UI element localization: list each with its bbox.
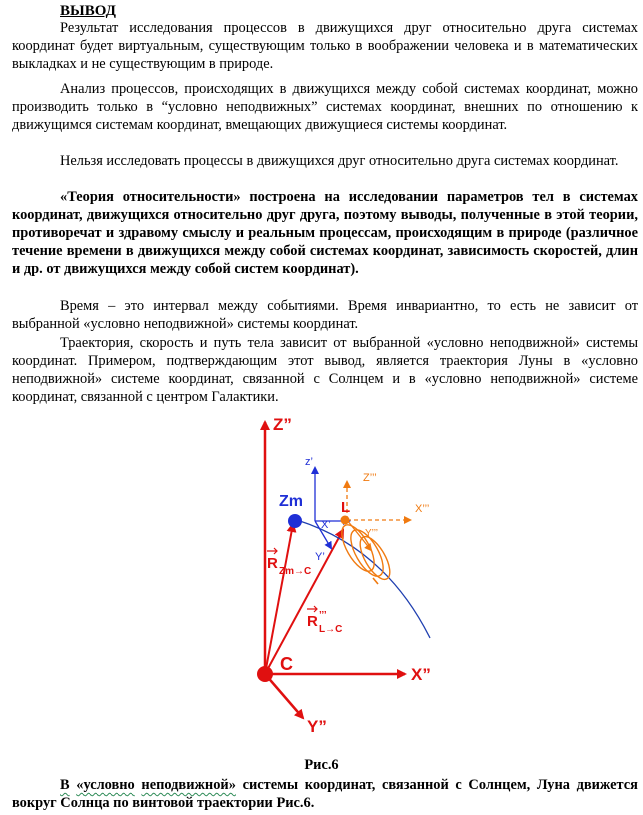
final-word-3: неподвижной»: [141, 777, 236, 793]
svg-text:’’’: ’’’: [319, 610, 327, 621]
label-l: L: [341, 499, 351, 516]
axis-y2: [265, 674, 303, 718]
label-y1: Y’: [315, 551, 325, 563]
label-z1: z’: [305, 456, 313, 468]
paragraph-6: Траектория, скорость и путь тела зависит от выбранной «условно неподвижной» системы координат. Примером, подтверждающим этот вывод, является траектория Луны в «условно неподвижной» системе координат, связанной с Солнцем и в «условно неподвижной» системе координат, связанной с центром Галактики.: [12, 335, 638, 405]
paragraph-4-bold: «Теория относительности» построена на исследовании параметров тел в системах координат, движущихся относительно друг друга, поэтому выводы, полученные в этой теории, противоречат и здравому смыслу и реальным процессам, происходящим в природе (различное течение времени в движущихся между собой системах координат, зависимость скоростей, длин и др. от движущихся между собой систем координат).: [12, 189, 638, 277]
label-y3: Y’’’: [365, 528, 378, 539]
svg-text:R: R: [267, 555, 278, 572]
svg-text:R: R: [307, 613, 318, 630]
origin-c-dot: [257, 666, 273, 682]
coordinate-figure: [235, 408, 445, 753]
l-dot: [341, 516, 350, 525]
paragraph-3: Нельзя исследовать процессы в движущихся друг относительно друга системах координат.: [60, 153, 619, 169]
svg-text:Zm→C: Zm→C: [279, 566, 312, 577]
label-r-zm-c: [267, 548, 311, 577]
label-zm: Zm: [279, 493, 303, 510]
label-x1: X’: [321, 519, 331, 531]
paragraph-final: [12, 776, 638, 812]
section-title: ВЫВОД: [60, 3, 116, 19]
figure-caption: Рис.6: [304, 757, 339, 773]
final-word-1: В: [60, 777, 70, 793]
svg-text:L→C: L→C: [319, 624, 343, 635]
final-rest: системы координат, связанной с Солнцем, Луна движется вокруг Солнца по винтовой траектории Рис.6.: [12, 777, 638, 811]
label-c: C: [280, 654, 293, 674]
final-word-2: «условно: [76, 777, 135, 793]
paragraph-5: Время – это интервал между событиями. Время инвариантно, то есть не зависит от выбранной «условно неподвижной» системы координат.: [12, 298, 638, 332]
paragraph-2: Анализ процессов, происходящих в движущихся между собой системах координат, можно производить только в “условно неподвижных” системах координат, внешних по отношению к движущимся системам координат, вмещающих движущиеся системы координат.: [12, 81, 638, 133]
paragraph-1: Результат исследования процессов в движущихся друг относительно друга системах координат будет виртуальным, существующим только в воображении человека и в математических выкладках и не существующим в природе.: [12, 20, 638, 72]
label-z3: Z’’’: [363, 472, 377, 484]
label-x2: X”: [411, 665, 431, 684]
label-z2: Z”: [273, 415, 292, 434]
label-y2: Y”: [307, 717, 327, 736]
label-x3: X’’’: [415, 503, 430, 515]
zm-dot: [288, 514, 302, 528]
vector-r-zm-c: [265, 524, 293, 674]
label-r-l-c: [307, 606, 342, 635]
